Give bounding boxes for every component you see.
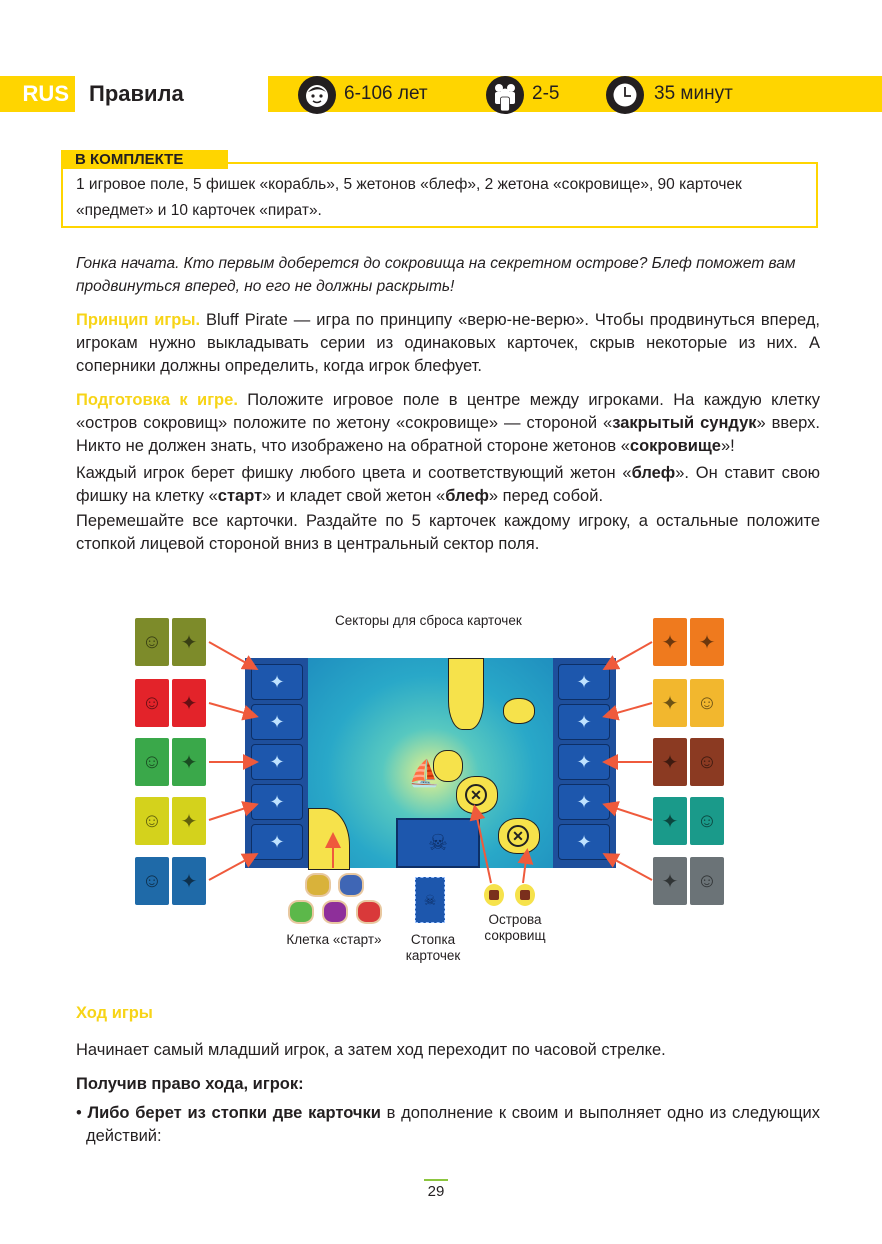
- card-treasure-bags: [172, 618, 206, 666]
- saber-icon: ✦: [661, 870, 679, 893]
- pirate-with-bags-icon: ☺: [141, 630, 163, 653]
- kit-contents-text: 1 игровое поле, 5 фишек «корабль», 5 жетонов «блеф», 2 жетона «сокровище», 90 карточек «предмет» и 10 карточек «пират».: [76, 176, 742, 219]
- skull-crossbones-icon: ☠: [423, 891, 437, 908]
- card-parrot: [172, 738, 206, 786]
- language-tag: RUS: [0, 76, 75, 112]
- setup-emphasis: старт: [217, 487, 263, 505]
- principle-text: Bluff Pirate — игра по принципу «верю-не-верю». Чтобы продвинуться вперед, игрокам нужно выкладывать серии из одинаковых карточек, скрыв некоторые из них. А соперники должны определить, когда игрок блефует.: [76, 311, 820, 375]
- turn-intro: Получив право хода, игрок:: [76, 1075, 304, 1093]
- page-title: Правила: [89, 81, 184, 106]
- sector-item-icon: ✦: [269, 671, 285, 692]
- pirate-with-saber-icon: ☺: [696, 869, 718, 892]
- players-group-icon: [486, 76, 524, 114]
- setup-paragraph-1: [76, 389, 820, 458]
- card-pirate-on-cannon: [135, 679, 169, 727]
- bullet-text: в дополнение к своим и выполняет одно из следующих действий:: [86, 1104, 820, 1145]
- ship-token: [322, 900, 348, 924]
- principle-paragraph: [76, 309, 820, 378]
- setup-emphasis: блеф: [445, 487, 489, 505]
- board-sea-map: [308, 658, 553, 868]
- card-treasure-map: [653, 679, 687, 727]
- treasure-map-icon: ✦: [661, 692, 679, 715]
- discard-sector-pistol: [558, 784, 610, 820]
- treasure-islands-label: [475, 912, 555, 944]
- setup-heading: Подготовка к игре.: [76, 391, 238, 409]
- card-stack: [415, 877, 445, 923]
- sector-item-icon: ✦: [576, 711, 592, 732]
- card-cannon: [172, 679, 206, 727]
- discard-sectors-caption: Секторы для сброса карточек: [335, 613, 522, 628]
- start-island: [308, 808, 350, 870]
- discard-sector-treasure-map: [558, 704, 610, 740]
- intro-text: Гонка начата. Кто первым доберется до сокровища на секретном острове? Блеф поможет вам продвинуться вперед, но его не должны раскрыть!: [76, 255, 796, 295]
- gameplay-heading: Ход игры: [76, 1004, 153, 1022]
- setup-text: » и кладет свой жетон «: [262, 487, 446, 505]
- card-saber: [653, 857, 687, 905]
- setup-text: ». Он ставит свою фишку на клетку «: [76, 464, 820, 505]
- pirate-on-cannon-icon: ☺: [141, 691, 163, 714]
- card-pirate-with-flag: [135, 857, 169, 905]
- treasure-x-icon: ✕: [465, 784, 487, 806]
- treasure-token: [515, 884, 535, 906]
- island: [503, 698, 535, 724]
- card-pirate-with-compass: [135, 797, 169, 845]
- gameplay-paragraph: Начинает самый младший игрок, а затем ход переходит по часовой стрелке.: [76, 1041, 666, 1059]
- card-pistol: [653, 797, 687, 845]
- kit-contents-label: В КОМПЛЕКТЕ: [61, 150, 228, 169]
- bullet-emphasis: Либо берет из стопки две карточки: [87, 1104, 381, 1122]
- pirate-with-pistol-icon: ☺: [696, 809, 718, 832]
- card-bomb: [653, 618, 687, 666]
- compass-icon: ✦: [180, 810, 198, 833]
- chest-icon: [520, 890, 530, 900]
- stack-label-line: карточек: [405, 948, 461, 963]
- setup-text: » перед собой.: [488, 487, 604, 505]
- bearded-pirate-icon: ✦: [698, 631, 716, 654]
- page-number: 29: [427, 1183, 445, 1200]
- bullet-icon: •: [76, 1104, 88, 1122]
- setup-emphasis: закрытый сундук: [612, 414, 757, 432]
- card-pirate-with-spyglass: [690, 738, 724, 786]
- ship-token: [338, 873, 364, 897]
- age-info: [298, 76, 428, 112]
- setup-emphasis: блеф: [631, 464, 676, 482]
- discard-sector-treasure-bags: [251, 664, 303, 700]
- sector-item-icon: ✦: [269, 751, 285, 772]
- turn-option-bullet: [76, 1102, 820, 1148]
- pirate-with-parrot-icon: ☺: [141, 750, 163, 773]
- sector-item-icon: ✦: [269, 791, 285, 812]
- chest-icon: [489, 890, 499, 900]
- card-compass: [172, 797, 206, 845]
- discard-sector-jolly-roger-flag: [251, 824, 303, 860]
- pirate-ship-icon: ⛵: [408, 758, 441, 788]
- ship-token: [288, 900, 314, 924]
- parrot-icon: ✦: [180, 751, 198, 774]
- skull-crossbones-icon: ☠: [428, 830, 448, 855]
- sector-item-icon: ✦: [576, 791, 592, 812]
- islands-label-line: сокровищ: [484, 928, 546, 943]
- treasure-x-icon: ✕: [507, 825, 529, 847]
- setup-paragraph-3: Перемешайте все карточки. Раздайте по 5 карточек каждому игроку, а остальные положите стопкой лицевой стороной вниз в центральный сектор поля.: [76, 512, 820, 553]
- card-bearded-pirate: [690, 618, 724, 666]
- discard-sector-bomb: [558, 664, 610, 700]
- pirate-with-compass-icon: ☺: [141, 809, 163, 832]
- setup-text: Каждый игрок берет фишку любого цвета и соответствующий жетон «: [76, 464, 632, 482]
- cannon-icon: ✦: [180, 692, 198, 715]
- clock-icon: [606, 76, 644, 114]
- setup-paragraph-2: [76, 462, 820, 508]
- players-info: [486, 76, 559, 112]
- player-count: 2-5: [532, 83, 560, 104]
- island: [448, 658, 484, 730]
- discard-sector-spyglass: [558, 744, 610, 780]
- setup-text: »!: [720, 437, 735, 455]
- discard-sector-compass: [251, 784, 303, 820]
- setup-text: Положите игровое поле в центре между игроками. На каждую клетку «остров сокровищ» положите по жетону «сокровище» — стороной «: [76, 391, 820, 432]
- discard-sector-cannon: [251, 704, 303, 740]
- page-number-rule: [424, 1179, 448, 1181]
- card-spyglass: [653, 738, 687, 786]
- start-cell-label: Клетка «старт»: [286, 932, 382, 947]
- play-duration: 35 минут: [654, 83, 733, 104]
- discard-sector-saber: [558, 824, 610, 860]
- principle-heading: Принцип игры.: [76, 311, 201, 329]
- pirate-with-map-icon: ☺: [696, 691, 718, 714]
- spyglass-icon: ✦: [661, 751, 679, 774]
- sector-item-icon: ✦: [269, 711, 285, 732]
- sector-item-icon: ✦: [576, 671, 592, 692]
- card-pirate-with-pistol: [690, 797, 724, 845]
- jolly-roger-flag-icon: ✦: [180, 870, 198, 893]
- game-info-band: [268, 76, 882, 112]
- pirate-with-flag-icon: ☺: [141, 869, 163, 892]
- card-pirate-with-bags: [135, 618, 169, 666]
- card-jolly-roger-flag: [172, 857, 206, 905]
- bomb-icon: ✦: [661, 631, 679, 654]
- age-range: 6-106 лет: [344, 83, 428, 104]
- child-face-icon: [298, 76, 336, 114]
- setup-emphasis: сокровище: [629, 437, 721, 455]
- game-board: [245, 658, 616, 868]
- stack-label: [398, 932, 468, 964]
- discard-sector-parrot: [251, 744, 303, 780]
- setup-text: » вверх. Никто не должен знать, что изображено на обратной стороне жетонов «: [76, 414, 820, 455]
- treasure-token: [484, 884, 504, 906]
- ship-token: [305, 873, 331, 897]
- stack-label-line: Стопка: [410, 932, 456, 947]
- ship-token: [356, 900, 382, 924]
- sector-item-icon: ✦: [269, 831, 285, 852]
- pirate-with-spyglass-icon: ☺: [696, 750, 718, 773]
- sector-item-icon: ✦: [576, 751, 592, 772]
- sector-item-icon: ✦: [576, 831, 592, 852]
- pistol-icon: ✦: [661, 810, 679, 833]
- card-pirate-with-saber: [690, 857, 724, 905]
- card-pirate-with-parrot: [135, 738, 169, 786]
- card-pirate-with-map: [690, 679, 724, 727]
- treasure-bags-icon: ✦: [180, 631, 198, 654]
- islands-label-line: Острова: [488, 912, 542, 927]
- draw-pile-sector: [396, 818, 480, 868]
- duration-info: [606, 76, 733, 112]
